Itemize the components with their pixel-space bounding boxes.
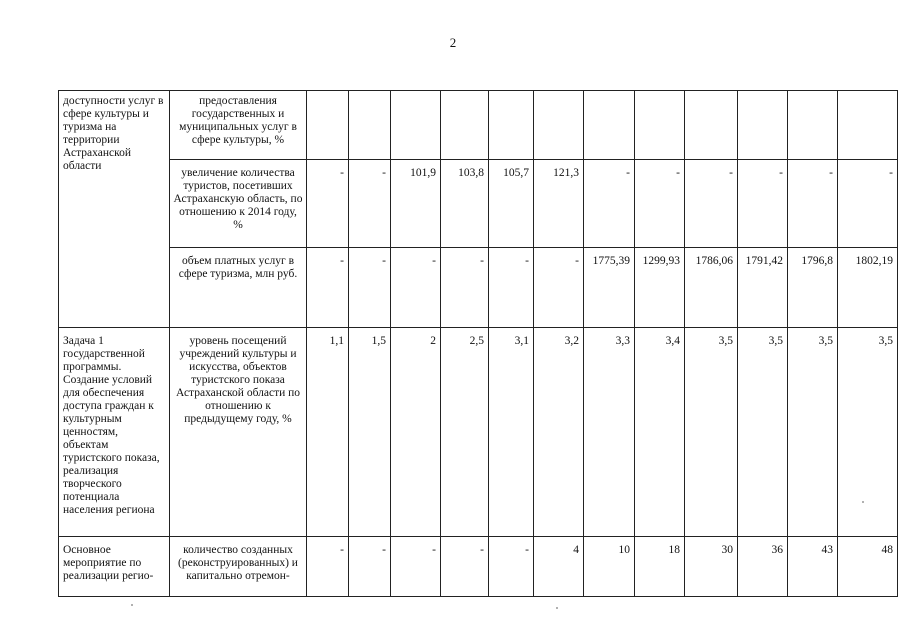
value-cell: - (534, 248, 584, 328)
value-cell (838, 91, 898, 160)
value-cell: 3,1 (489, 328, 534, 537)
value-cell: - (489, 537, 534, 597)
value-cell: 18 (635, 537, 685, 597)
value-cell: 1796,8 (788, 248, 838, 328)
value-cell: 1786,06 (685, 248, 738, 328)
table-row (59, 91, 898, 160)
table-row (59, 248, 898, 328)
value-cell (788, 91, 838, 160)
table-row (59, 160, 898, 248)
value-cell: 121,3 (534, 160, 584, 248)
value-cell: 2 (391, 328, 441, 537)
value-cell (441, 91, 489, 160)
value-cell: 2,5 (441, 328, 489, 537)
value-cell: - (441, 248, 489, 328)
value-cell: - (584, 160, 635, 248)
indicator-cell: количество созданных (реконструированных) и капитально отремон- (170, 537, 307, 597)
value-cell (685, 91, 738, 160)
value-cell: - (489, 248, 534, 328)
value-cell: - (349, 248, 391, 328)
value-cell: 1,5 (349, 328, 391, 537)
value-cell: 3,4 (635, 328, 685, 537)
value-cell: 3,5 (738, 328, 788, 537)
value-cell: 3,5 (685, 328, 738, 537)
value-cell: - (838, 160, 898, 248)
value-cell (534, 91, 584, 160)
value-cell: 101,9 (391, 160, 441, 248)
value-cell (489, 91, 534, 160)
page-number: 2 (449, 35, 457, 50)
value-cell: 3,3 (584, 328, 635, 537)
value-cell: 43 (788, 537, 838, 597)
value-cell: 103,8 (441, 160, 489, 248)
value-cell: - (349, 537, 391, 597)
scan-speck (131, 604, 133, 606)
value-cell (635, 91, 685, 160)
value-cell: 1791,42 (738, 248, 788, 328)
value-cell (738, 91, 788, 160)
value-cell (584, 91, 635, 160)
value-cell: - (685, 160, 738, 248)
value-cell: 48 (838, 537, 898, 597)
value-cell: 4 (534, 537, 584, 597)
value-cell (349, 91, 391, 160)
scan-speck (862, 501, 864, 503)
value-cell: 105,7 (489, 160, 534, 248)
value-cell: 30 (685, 537, 738, 597)
value-cell (307, 91, 349, 160)
value-cell: - (788, 160, 838, 248)
row-group-label: Задача 1 государственной программы. Создание условий для обеспечения доступа граждан к культурным ценностям, объектам туристского показа, реализация творческого потенциала населения региона (59, 328, 170, 537)
table-row (59, 328, 898, 537)
value-cell: 10 (584, 537, 635, 597)
value-cell: - (307, 160, 349, 248)
value-cell: - (391, 537, 441, 597)
value-cell: 3,5 (838, 328, 898, 537)
value-cell: - (349, 160, 391, 248)
row-group-label: доступности услуг в сфере культуры и туризма на территории Астраханской области (59, 91, 170, 328)
indicator-cell: предоставления государственных и муниципальных услуг в сфере культуры, % (170, 91, 307, 160)
value-cell: - (391, 248, 441, 328)
value-cell: 1775,39 (584, 248, 635, 328)
value-cell: 3,5 (788, 328, 838, 537)
table-row (59, 537, 898, 597)
value-cell: 1,1 (307, 328, 349, 537)
value-cell: 1299,93 (635, 248, 685, 328)
scan-speck (556, 607, 558, 609)
value-cell: - (307, 248, 349, 328)
indicator-cell: объем платных услуг в сфере туризма, млн руб. (170, 248, 307, 328)
indicators-table (58, 90, 898, 597)
value-cell: - (307, 537, 349, 597)
value-cell: - (635, 160, 685, 248)
value-cell: 1802,19 (838, 248, 898, 328)
row-group-label: Основное мероприятие по реализации регио- (59, 537, 170, 597)
indicator-cell: уровень посещений учреждений культуры и искусства, объектов туристского показа Астраханской области по отношению к предыдущему году, % (170, 328, 307, 537)
value-cell: 36 (738, 537, 788, 597)
value-cell: - (738, 160, 788, 248)
value-cell: 3,2 (534, 328, 584, 537)
value-cell (391, 91, 441, 160)
value-cell: - (441, 537, 489, 597)
indicator-cell: увеличение количества туристов, посетивших Астраханскую область, по отношению к 2014 году, % (170, 160, 307, 248)
